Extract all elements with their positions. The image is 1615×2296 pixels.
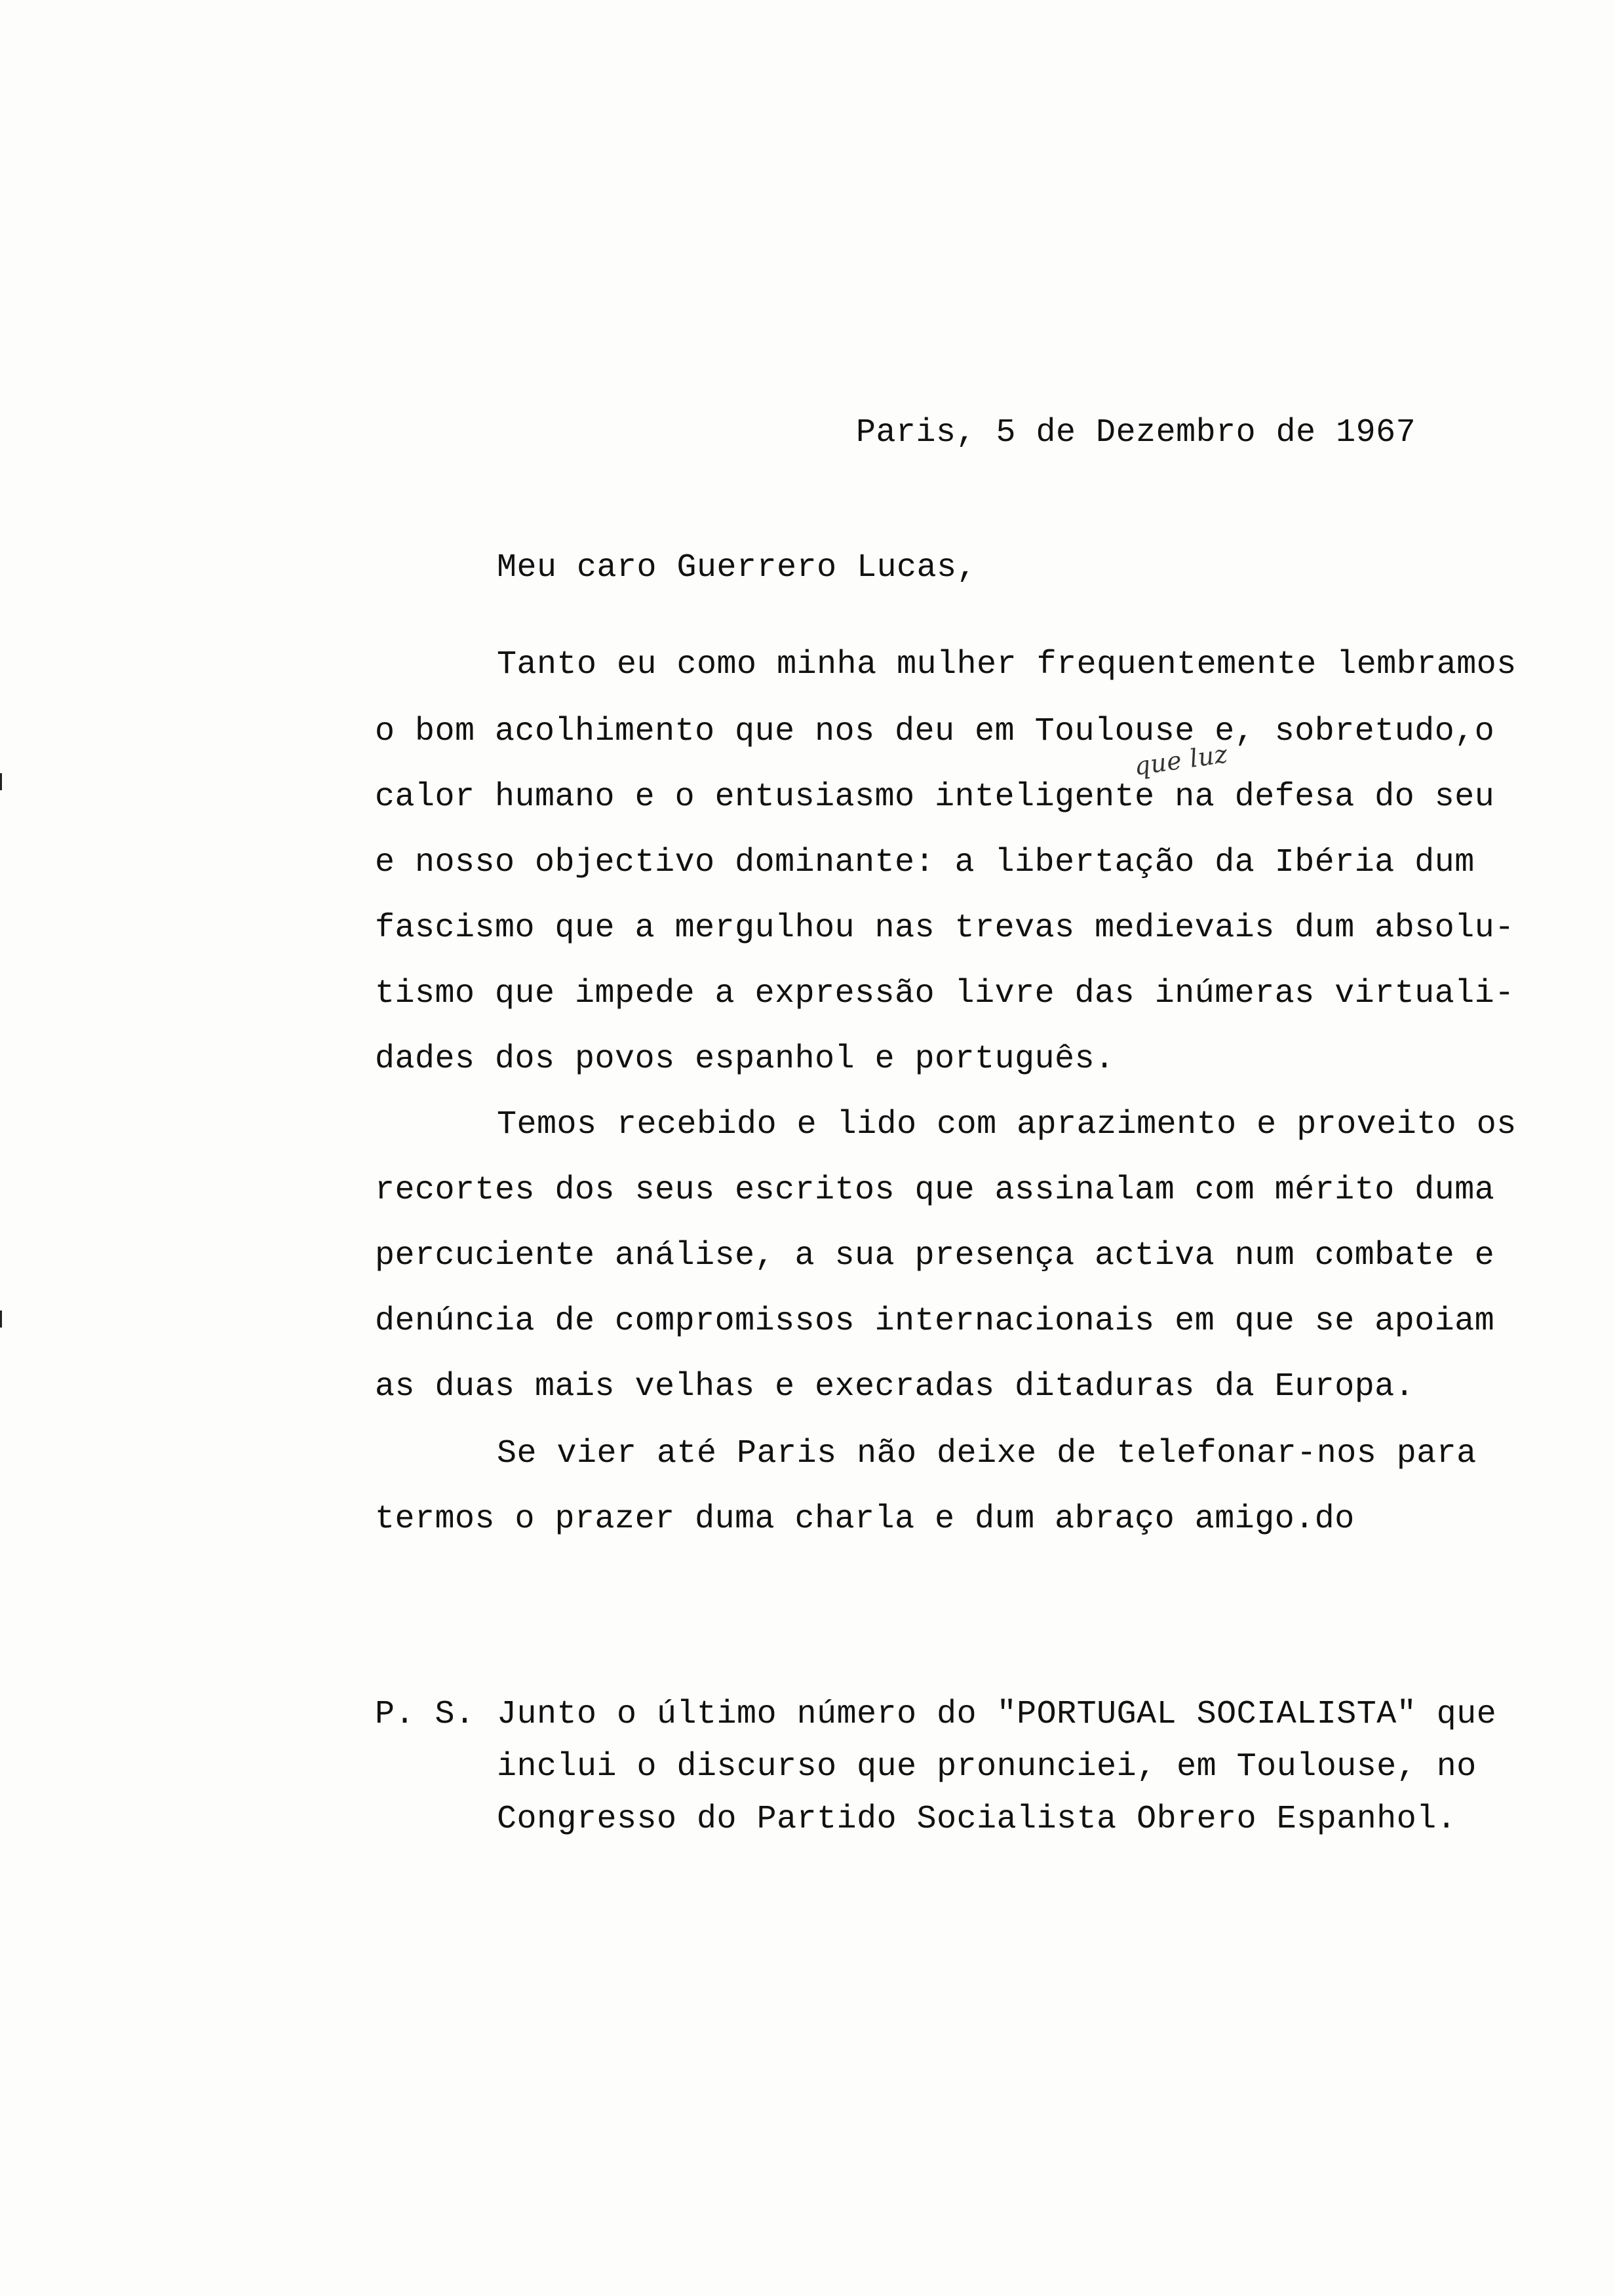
postscript-line: inclui o discurso que pronunciei, em Toulouse, no <box>497 1748 1477 1786</box>
paragraph2-line: percuciente análise, a sua presença activa num combate e <box>375 1237 1495 1274</box>
paragraph1-line: e nosso objectivo dominante: a libertação da Ibéria dum <box>375 844 1475 881</box>
paragraph2-line: Temos recebido e lido com aprazimento e proveito os <box>497 1106 1517 1143</box>
paragraph2-line: as duas mais velhas e execradas ditaduras da Europa. <box>375 1368 1415 1406</box>
letter-date: Paris, 5 de Dezembro de 1967 <box>856 414 1416 451</box>
paragraph1-line: calor humano e o entusiasmo inteligente na defesa do seu <box>375 778 1495 816</box>
letter-salutation: Meu caro Guerrero Lucas, <box>497 549 977 586</box>
paragraph1-line: fascismo que a mergulhou nas trevas medievais dum absolu- <box>375 909 1515 947</box>
handwritten-insertion: que luz <box>1132 739 1230 781</box>
paragraph1-line: o bom acolhimento que nos deu em Toulouse e, sobretudo,o <box>375 713 1495 750</box>
postscript-line: Congresso do Partido Socialista Obrero Espanhol. <box>497 1801 1457 1838</box>
paragraph2-line: denúncia de compromissos internacionais em que se apoiam <box>375 1303 1495 1340</box>
paragraph1-line: tismo que impede a expressão livre das inúmeras virtuali- <box>375 975 1515 1012</box>
paragraph2-line: recortes dos seus escritos que assinalam com mérito duma <box>375 1172 1495 1209</box>
paragraph1-line: Tanto eu como minha mulher frequentemente lembramos <box>497 646 1517 683</box>
paragraph3-line: Se vier até Paris não deixe de telefonar-nos para <box>497 1435 1477 1472</box>
margin-edge-mark <box>0 773 2 790</box>
paragraph3-line: termos o prazer duma charla e dum abraço amigo.do <box>375 1501 1355 1538</box>
postscript-line: Junto o último número do "PORTUGAL SOCIALISTA" que <box>497 1696 1497 1733</box>
margin-edge-mark <box>0 1311 2 1328</box>
postscript-label: P. S. <box>375 1696 475 1733</box>
paragraph1-line: dades dos povos espanhol e português. <box>375 1041 1115 1078</box>
